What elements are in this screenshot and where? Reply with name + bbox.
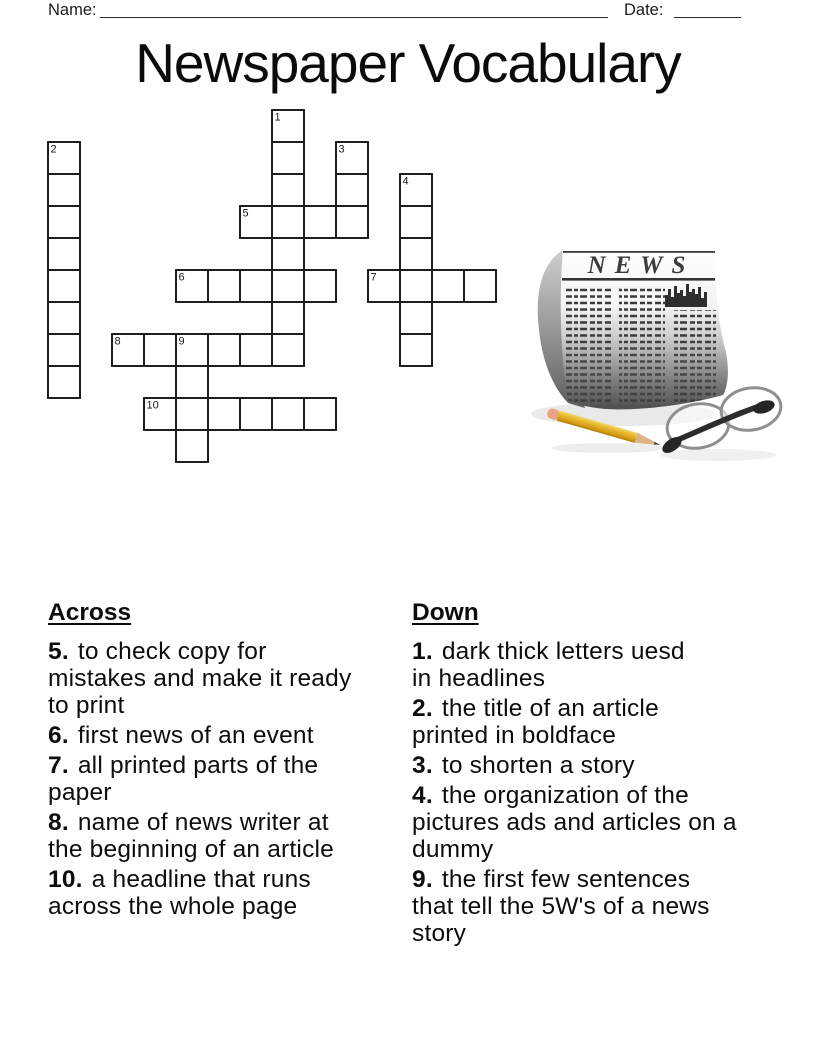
clue-text: paper	[48, 779, 112, 806]
clue-text: the organization of the	[441, 782, 689, 809]
clue-lists	[48, 598, 770, 950]
cell-number: 4	[402, 175, 409, 188]
clue-text: name of news writer at	[77, 809, 329, 836]
cell-number: 3	[338, 143, 345, 156]
down-section	[412, 598, 770, 950]
down-heading: Down	[412, 599, 479, 626]
crossword-cell	[240, 398, 272, 430]
clue-text: the beginning of an article	[48, 836, 334, 863]
glasses-shadow	[660, 449, 776, 461]
crossword-cell	[304, 206, 336, 238]
clue-text: dummy	[412, 836, 494, 863]
clue-down-9	[412, 866, 770, 947]
crossword-cell	[48, 206, 80, 238]
clue-text: printed in boldface	[412, 722, 617, 749]
crossword-cell	[144, 334, 176, 366]
crossword-cell	[304, 270, 336, 302]
clue-across-10	[48, 866, 412, 920]
clue-text: in headlines	[412, 665, 546, 692]
date-blank-line	[674, 17, 741, 18]
crossword-cell	[48, 270, 80, 302]
crossword-cell	[400, 238, 432, 270]
crossword-cell	[176, 398, 208, 430]
cell-number: 8	[114, 335, 121, 348]
clue-text: across the whole page	[48, 893, 298, 920]
clue-down-3	[412, 752, 770, 779]
across-section	[48, 598, 412, 950]
clue-down-1	[412, 638, 770, 692]
clue-text: that tell the 5W's of a news	[412, 893, 710, 920]
crossword-cell	[272, 270, 304, 302]
crossword-cell	[464, 270, 496, 302]
cell-number: 10	[146, 399, 159, 412]
clue-across-6	[48, 722, 412, 749]
clue-number: 10.	[48, 866, 83, 893]
clue-number: 6.	[48, 722, 69, 749]
clue-down-2	[412, 695, 770, 749]
clue-text: all printed parts of the	[77, 752, 319, 779]
clue-number: 2.	[412, 695, 433, 722]
clue-text: to check copy for	[77, 638, 267, 665]
clue-across-7	[48, 752, 412, 806]
clue-text: the first few sentences	[441, 866, 691, 893]
clue-across-8	[48, 809, 412, 863]
clue-number: 1.	[412, 638, 433, 665]
clue-text: to shorten a story	[441, 752, 635, 779]
crossword-cell	[176, 430, 208, 462]
clue-number: 3.	[412, 752, 433, 779]
cell-number: 7	[370, 271, 377, 284]
crossword-cell	[336, 174, 368, 206]
crossword-cell	[240, 270, 272, 302]
crossword-cell	[48, 174, 80, 206]
cell-number: 1	[274, 111, 281, 124]
across-heading: Across	[48, 599, 132, 626]
cell-number: 2	[50, 143, 57, 156]
clue-number: 4.	[412, 782, 433, 809]
clue-down-4	[412, 782, 770, 863]
newspaper-illustration-svg	[505, 222, 805, 472]
crossword-cell	[400, 334, 432, 366]
clue-number: 7.	[48, 752, 69, 779]
crossword-cell	[272, 206, 304, 238]
pencil-shadow	[552, 443, 664, 453]
page-title: Newspaper Vocabulary	[135, 32, 681, 94]
crossword-cell	[48, 334, 80, 366]
crossword-cell	[208, 270, 240, 302]
crossword-grid	[46, 108, 498, 469]
crossword-cell	[48, 302, 80, 334]
crossword-cell	[240, 334, 272, 366]
clue-text: the title of an article	[441, 695, 659, 722]
crossword-cell	[272, 302, 304, 334]
clue-across-5	[48, 638, 412, 719]
clue-text: mistakes and make it ready	[48, 665, 352, 692]
crossword-cell	[432, 270, 464, 302]
cell-number: 5	[242, 207, 249, 220]
crossword-cell	[304, 398, 336, 430]
crossword-cell	[176, 366, 208, 398]
clue-text: pictures ads and articles on a	[412, 809, 737, 836]
crossword-cell	[400, 270, 432, 302]
crossword-cell	[272, 238, 304, 270]
clue-text: to print	[48, 692, 125, 719]
cell-number: 9	[178, 335, 185, 348]
clue-text: story	[412, 920, 467, 947]
clue-text: first news of an event	[77, 722, 314, 749]
crossword-cell	[272, 398, 304, 430]
cell-number: 6	[178, 271, 185, 284]
name-blank-line	[100, 17, 608, 18]
crossword-cell	[400, 302, 432, 334]
crossword-grid-svg	[46, 108, 498, 464]
crossword-cell	[272, 174, 304, 206]
date-label: Date:	[624, 1, 664, 19]
crossword-cell	[272, 142, 304, 174]
clue-number: 9.	[412, 866, 433, 893]
crossword-cell	[48, 238, 80, 270]
clue-number: 5.	[48, 638, 69, 665]
newspaper-illustration	[505, 222, 805, 477]
crossword-cell	[272, 334, 304, 366]
clue-text: a headline that runs	[91, 866, 311, 893]
crossword-cell	[208, 398, 240, 430]
crossword-cell	[336, 206, 368, 238]
name-label: Name:	[48, 1, 97, 19]
crossword-cell	[400, 206, 432, 238]
crossword-cell	[208, 334, 240, 366]
crossword-cell	[48, 366, 80, 398]
clue-number: 8.	[48, 809, 69, 836]
clue-text: dark thick letters uesd	[441, 638, 685, 665]
